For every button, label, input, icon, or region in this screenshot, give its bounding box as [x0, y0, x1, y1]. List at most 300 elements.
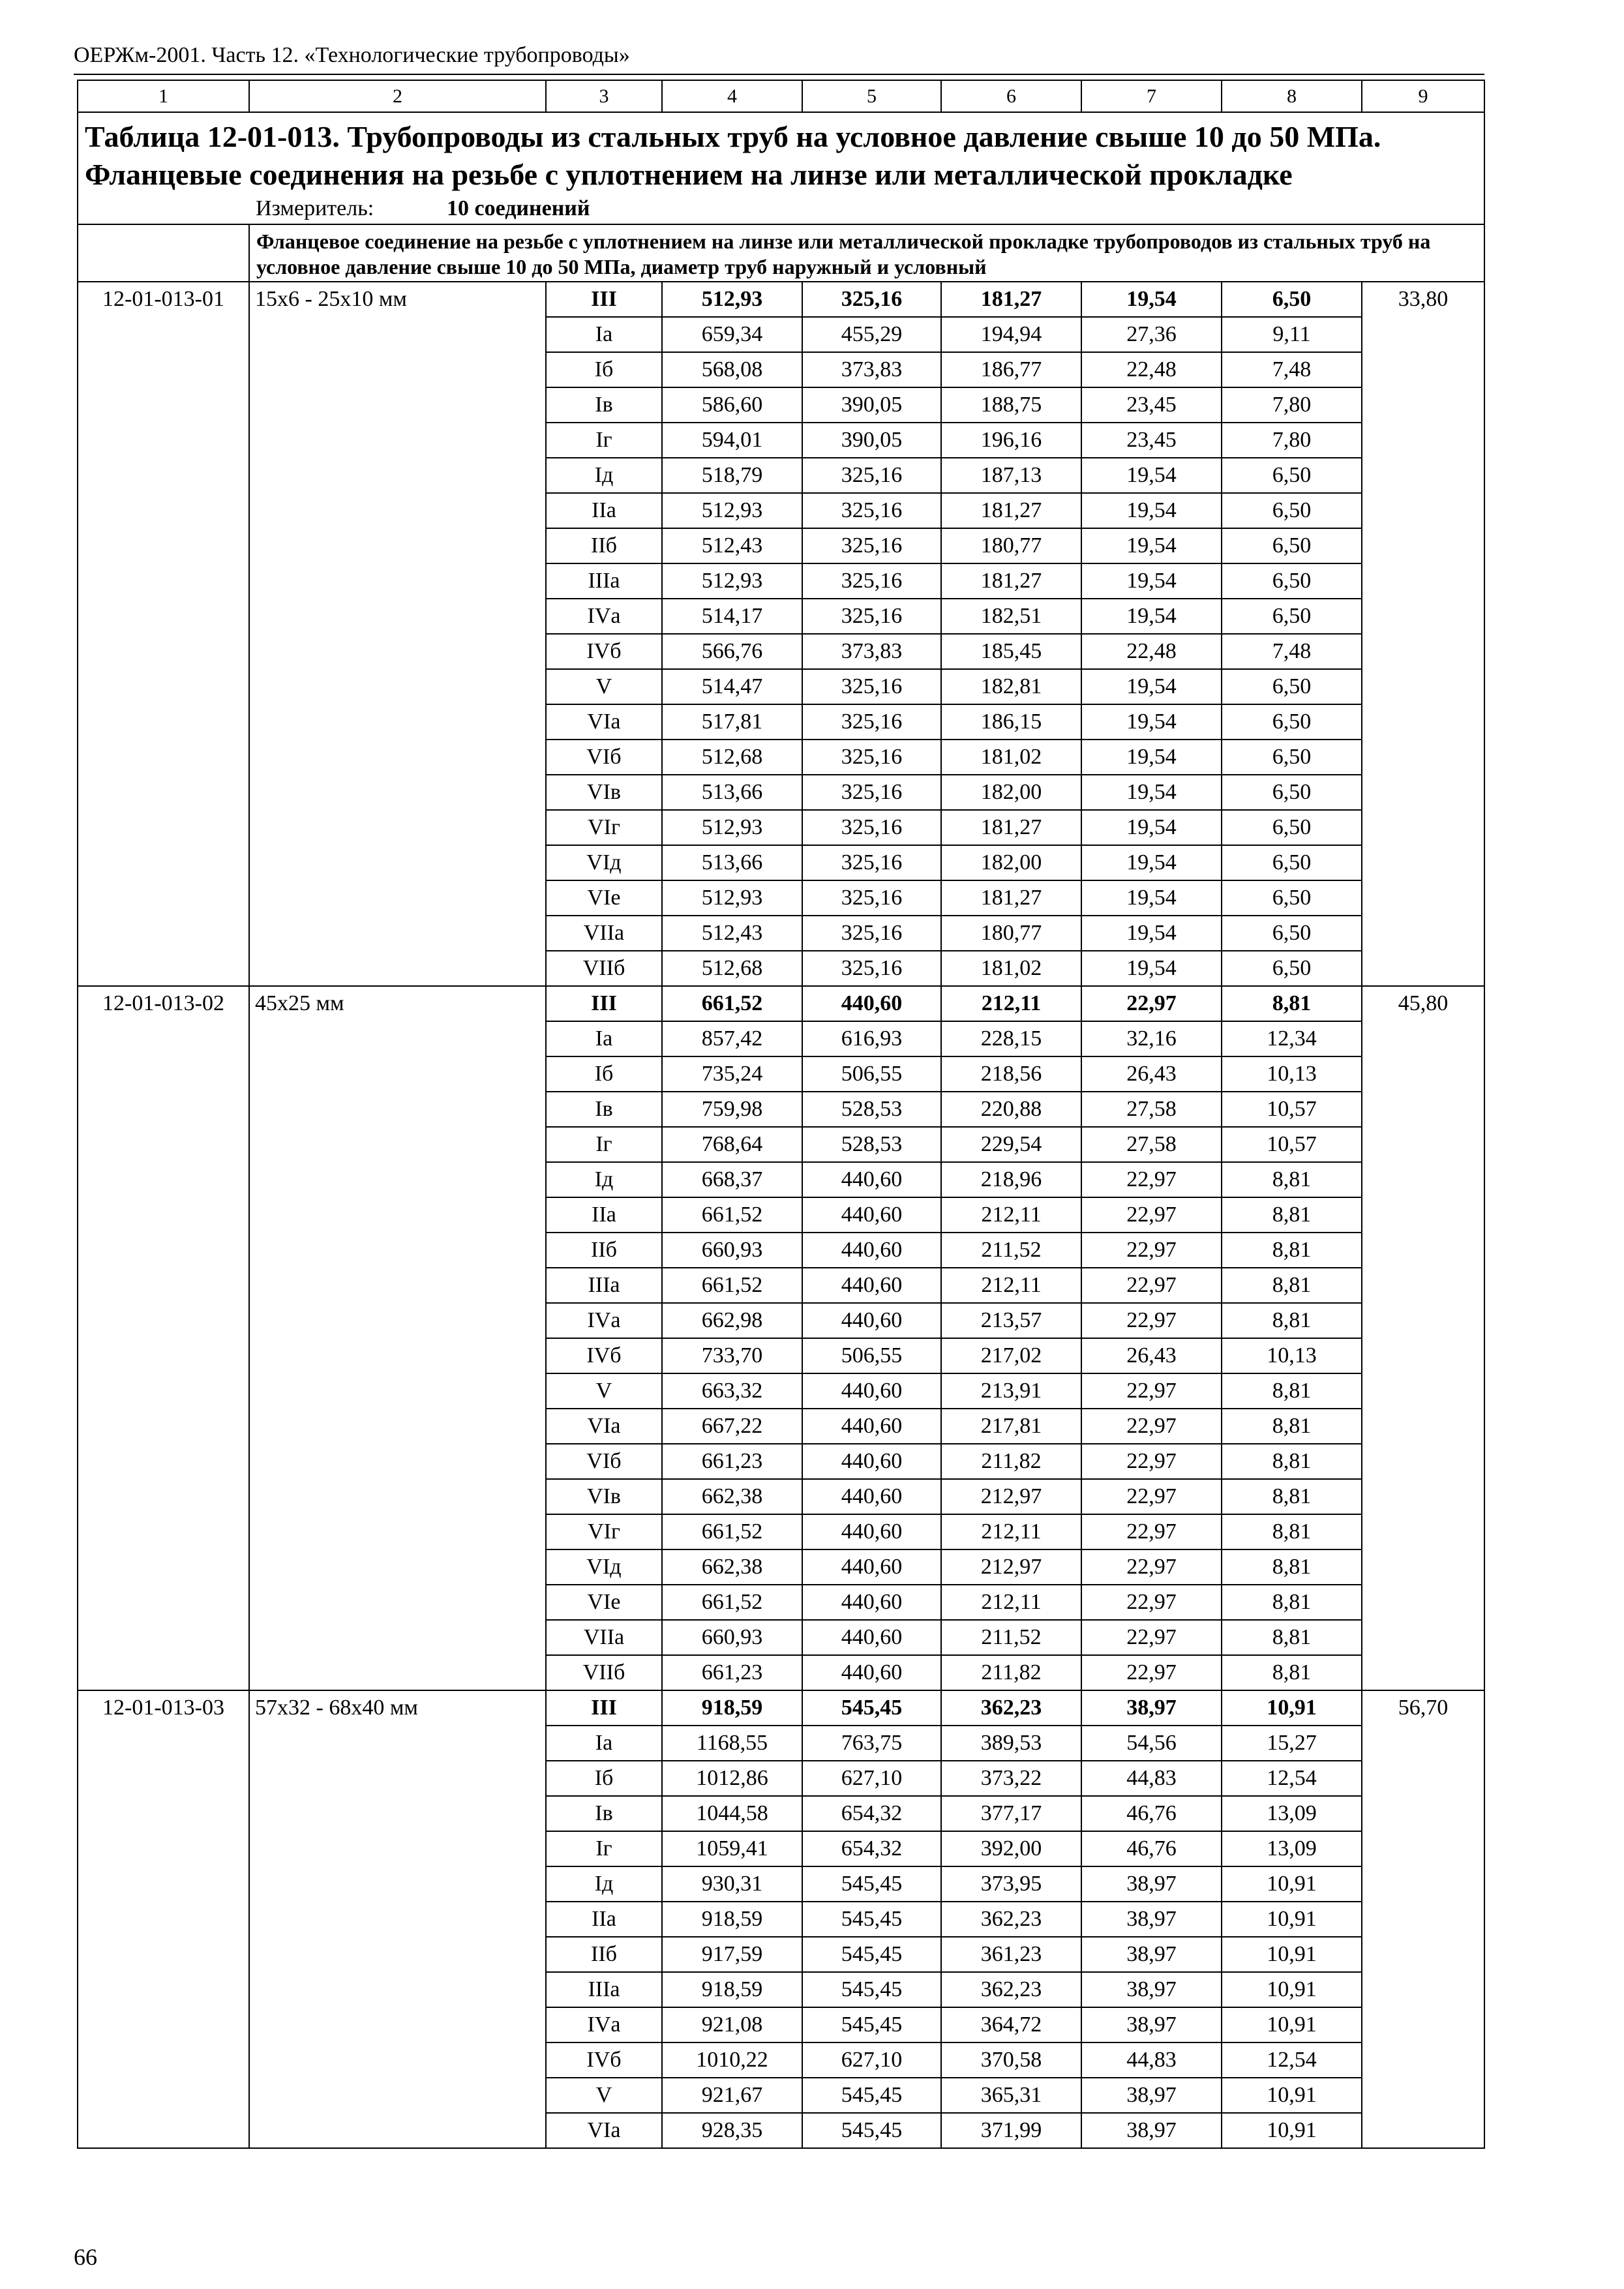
value-cell: 659,34 [662, 317, 802, 352]
value-cell: 6,50 [1222, 493, 1362, 528]
value-cell: 373,22 [941, 1761, 1081, 1796]
value-cell: 12,54 [1222, 1761, 1362, 1796]
value-cell: 586,60 [662, 387, 802, 423]
value-cell: 325,16 [802, 458, 941, 493]
value-cell: 8,81 [1222, 1479, 1362, 1514]
value-cell: 506,55 [802, 1338, 941, 1373]
section-row [78, 224, 1484, 282]
value-cell: 662,38 [662, 1479, 802, 1514]
value-cell: 19,54 [1081, 810, 1222, 845]
value-cell: 733,70 [662, 1338, 802, 1373]
value-cell: 19,54 [1081, 669, 1222, 704]
value-cell: 661,52 [662, 1197, 802, 1233]
value-cell: 512,93 [662, 493, 802, 528]
value-cell: 364,72 [941, 2007, 1081, 2042]
value-cell: 19,54 [1081, 775, 1222, 810]
value-cell: 362,23 [941, 1972, 1081, 2007]
value-cell: 212,11 [941, 1197, 1081, 1233]
value-cell: 10,57 [1222, 1127, 1362, 1162]
value-cell: 6,50 [1222, 563, 1362, 599]
measure-value: 10 соединений [447, 196, 590, 220]
zone-code-cell: VIа [546, 2113, 662, 2148]
value-cell: 10,57 [1222, 1092, 1362, 1127]
value-cell: 182,51 [941, 599, 1081, 634]
value-cell: 545,45 [802, 1972, 941, 2007]
value-cell: 38,97 [1081, 1866, 1222, 1902]
value-cell: 22,97 [1081, 1549, 1222, 1585]
value-cell: 390,05 [802, 423, 941, 458]
zone-code-cell: Iа [546, 317, 662, 352]
value-cell: 186,77 [941, 352, 1081, 387]
rate-code: 12-01-013-03 [78, 1690, 249, 2148]
value-cell: 6,50 [1222, 845, 1362, 880]
value-cell: 661,52 [662, 1268, 802, 1303]
value-cell: 10,13 [1222, 1338, 1362, 1373]
value-cell: 6,50 [1222, 704, 1362, 740]
value-cell: 32,16 [1081, 1021, 1222, 1056]
value-cell: 930,31 [662, 1866, 802, 1902]
value-cell: 8,81 [1222, 1585, 1362, 1620]
title-row [78, 112, 1484, 194]
table-row [78, 1690, 1484, 1726]
column-number: 5 [802, 80, 941, 112]
zone-code-cell: VIIа [546, 916, 662, 951]
value-cell: 6,50 [1222, 599, 1362, 634]
value-cell: 440,60 [802, 1303, 941, 1338]
zone-code-cell: Iа [546, 1726, 662, 1761]
zone-code-cell: IIIа [546, 563, 662, 599]
value-cell: 212,11 [941, 1514, 1081, 1549]
zone-code-cell: VIе [546, 880, 662, 916]
zone-code-cell: Iд [546, 1866, 662, 1902]
value-cell: 325,16 [802, 282, 941, 317]
value-cell: 6,50 [1222, 740, 1362, 775]
value-cell: 217,02 [941, 1338, 1081, 1373]
value-cell: 373,83 [802, 634, 941, 669]
value-cell: 365,31 [941, 2078, 1081, 2113]
value-cell: 921,67 [662, 2078, 802, 2113]
value-cell: 38,97 [1081, 1902, 1222, 1937]
zone-code-cell: VIб [546, 740, 662, 775]
column-number: 8 [1222, 80, 1362, 112]
value-cell: 185,45 [941, 634, 1081, 669]
value-cell: 12,54 [1222, 2042, 1362, 2078]
zone-code-cell: IIб [546, 1233, 662, 1268]
value-cell: 768,64 [662, 1127, 802, 1162]
value-cell: 528,53 [802, 1127, 941, 1162]
value-cell: 181,27 [941, 282, 1081, 317]
zone-code-cell: VIIб [546, 951, 662, 986]
value-cell: 654,32 [802, 1796, 941, 1831]
value-cell: 212,11 [941, 1268, 1081, 1303]
table-row [78, 986, 1484, 1021]
value-cell: 763,75 [802, 1726, 941, 1761]
zone-code-cell: IIа [546, 1902, 662, 1937]
column-number: 3 [546, 80, 662, 112]
zone-code-cell: Iг [546, 423, 662, 458]
value-cell: 545,45 [802, 1902, 941, 1937]
zone-code-cell: IVа [546, 2007, 662, 2042]
value-cell: 8,81 [1222, 986, 1362, 1021]
column-number: 6 [941, 80, 1081, 112]
value-cell: 8,81 [1222, 1549, 1362, 1585]
value-cell: 917,59 [662, 1937, 802, 1972]
value-cell: 10,91 [1222, 2007, 1362, 2042]
value-cell: 23,45 [1081, 387, 1222, 423]
value-cell: 19,54 [1081, 880, 1222, 916]
value-cell: 211,52 [941, 1620, 1081, 1655]
value-cell: 181,02 [941, 740, 1081, 775]
value-cell: 220,88 [941, 1092, 1081, 1127]
value-cell: 213,57 [941, 1303, 1081, 1338]
value-cell: 8,81 [1222, 1409, 1362, 1444]
zone-code-cell: Iб [546, 1761, 662, 1796]
value-cell: 212,97 [941, 1479, 1081, 1514]
value-cell: 6,50 [1222, 458, 1362, 493]
value-cell: 512,68 [662, 951, 802, 986]
value-cell: 661,52 [662, 1514, 802, 1549]
value-cell: 8,81 [1222, 1268, 1362, 1303]
value-cell: 12,34 [1222, 1021, 1362, 1056]
value-cell: 218,56 [941, 1056, 1081, 1092]
value-cell: 22,97 [1081, 1268, 1222, 1303]
header-rule [74, 74, 1484, 75]
value-cell: 38,97 [1081, 2113, 1222, 2148]
value-cell: 362,23 [941, 1690, 1081, 1726]
value-cell: 662,38 [662, 1549, 802, 1585]
zone-code-cell: III [546, 986, 662, 1021]
value-cell: 514,17 [662, 599, 802, 634]
zone-code-cell: VIа [546, 704, 662, 740]
column-number: 2 [249, 80, 546, 112]
value-cell: 6,50 [1222, 951, 1362, 986]
value-cell: 857,42 [662, 1021, 802, 1056]
value-cell: 212,97 [941, 1549, 1081, 1585]
value-cell: 6,50 [1222, 528, 1362, 563]
zone-code-cell: IIб [546, 528, 662, 563]
value-cell: 389,53 [941, 1726, 1081, 1761]
column-number: 9 [1362, 80, 1484, 112]
table-title: Таблица 12-01-013. Трубопроводы из стальных труб на условное давление свыше 10 до 50 МПа. Фланцевые соединения на резьбе с уплотнением на линзе или металлической прокладке [78, 112, 1484, 194]
column-number: 7 [1081, 80, 1222, 112]
value-cell: 8,81 [1222, 1444, 1362, 1479]
zone-code-cell: VIд [546, 1549, 662, 1585]
value-cell: 663,32 [662, 1373, 802, 1409]
value-cell: 38,97 [1081, 2007, 1222, 2042]
column-9-value: 45,80 [1362, 986, 1484, 1690]
rate-description: 57х32 - 68х40 мм [249, 1690, 546, 2148]
value-cell: 13,09 [1222, 1796, 1362, 1831]
value-cell: 594,01 [662, 423, 802, 458]
value-cell: 568,08 [662, 352, 802, 387]
value-cell: 6,50 [1222, 669, 1362, 704]
zone-code-cell: IIа [546, 1197, 662, 1233]
value-cell: 26,43 [1081, 1056, 1222, 1092]
value-cell: 616,93 [802, 1021, 941, 1056]
zone-code-cell: IIIа [546, 1268, 662, 1303]
value-cell: 545,45 [802, 2113, 941, 2148]
value-cell: 440,60 [802, 1444, 941, 1479]
value-cell: 186,15 [941, 704, 1081, 740]
value-cell: 373,95 [941, 1866, 1081, 1902]
value-cell: 513,66 [662, 845, 802, 880]
value-cell: 194,94 [941, 317, 1081, 352]
zone-code-cell: Iд [546, 1162, 662, 1197]
value-cell: 19,54 [1081, 704, 1222, 740]
value-cell: 22,97 [1081, 986, 1222, 1021]
zone-code-cell: Iв [546, 1796, 662, 1831]
value-cell: 44,83 [1081, 2042, 1222, 2078]
value-cell: 440,60 [802, 1479, 941, 1514]
measure-cell [78, 194, 1484, 224]
value-cell: 213,91 [941, 1373, 1081, 1409]
value-cell: 188,75 [941, 387, 1081, 423]
zone-code-cell: V [546, 1373, 662, 1409]
value-cell: 19,54 [1081, 845, 1222, 880]
value-cell: 228,15 [941, 1021, 1081, 1056]
zone-code-cell: IVб [546, 1338, 662, 1373]
value-cell: 27,58 [1081, 1092, 1222, 1127]
zone-code-cell: IIб [546, 1937, 662, 1972]
value-cell: 196,16 [941, 423, 1081, 458]
zone-code-cell: VIг [546, 810, 662, 845]
value-cell: 627,10 [802, 2042, 941, 2078]
value-cell: 7,48 [1222, 634, 1362, 669]
rates-table [77, 80, 1485, 2149]
value-cell: 371,99 [941, 2113, 1081, 2148]
value-cell: 545,45 [802, 1866, 941, 1902]
value-cell: 512,93 [662, 880, 802, 916]
value-cell: 10,91 [1222, 1972, 1362, 2007]
value-cell: 545,45 [802, 2078, 941, 2113]
value-cell: 181,27 [941, 810, 1081, 845]
column-number-row [78, 80, 1484, 112]
value-cell: 440,60 [802, 1585, 941, 1620]
zone-code-cell: Iа [546, 1021, 662, 1056]
value-cell: 455,29 [802, 317, 941, 352]
value-cell: 377,17 [941, 1796, 1081, 1831]
value-cell: 180,77 [941, 528, 1081, 563]
value-cell: 1010,22 [662, 2042, 802, 2078]
value-cell: 212,11 [941, 986, 1081, 1021]
value-cell: 325,16 [802, 880, 941, 916]
value-cell: 545,45 [802, 2007, 941, 2042]
value-cell: 7,80 [1222, 387, 1362, 423]
value-cell: 440,60 [802, 1197, 941, 1233]
value-cell: 22,97 [1081, 1197, 1222, 1233]
zone-code-cell: Iг [546, 1127, 662, 1162]
rate-description: 45х25 мм [249, 986, 546, 1690]
zone-code-cell: VIв [546, 775, 662, 810]
zone-code-cell: VIг [546, 1514, 662, 1549]
value-cell: 512,93 [662, 563, 802, 599]
value-cell: 22,97 [1081, 1162, 1222, 1197]
value-cell: 513,66 [662, 775, 802, 810]
value-cell: 19,54 [1081, 563, 1222, 599]
value-cell: 627,10 [802, 1761, 941, 1796]
zone-code-cell: IVб [546, 2042, 662, 2078]
value-cell: 325,16 [802, 599, 941, 634]
value-cell: 22,97 [1081, 1620, 1222, 1655]
value-cell: 22,97 [1081, 1479, 1222, 1514]
value-cell: 22,97 [1081, 1655, 1222, 1690]
zone-code-cell: III [546, 1690, 662, 1726]
value-cell: 373,83 [802, 352, 941, 387]
column-number: 4 [662, 80, 802, 112]
value-cell: 10,13 [1222, 1056, 1362, 1092]
value-cell: 390,05 [802, 387, 941, 423]
value-cell: 22,97 [1081, 1514, 1222, 1549]
value-cell: 181,27 [941, 880, 1081, 916]
value-cell: 22,97 [1081, 1233, 1222, 1268]
value-cell: 46,76 [1081, 1796, 1222, 1831]
zone-code-cell: IIа [546, 493, 662, 528]
value-cell: 440,60 [802, 1514, 941, 1549]
value-cell: 8,81 [1222, 1162, 1362, 1197]
zone-code-cell: Iв [546, 1092, 662, 1127]
value-cell: 22,97 [1081, 1444, 1222, 1479]
value-cell: 22,48 [1081, 352, 1222, 387]
value-cell: 181,27 [941, 563, 1081, 599]
value-cell: 217,81 [941, 1409, 1081, 1444]
value-cell: 440,60 [802, 986, 941, 1021]
value-cell: 211,82 [941, 1444, 1081, 1479]
column-9-value: 56,70 [1362, 1690, 1484, 2148]
running-header: ОЕРЖм-2001. Часть 12. «Технологические трубопроводы» [74, 43, 630, 67]
value-cell: 38,97 [1081, 1972, 1222, 2007]
value-cell: 27,58 [1081, 1127, 1222, 1162]
value-cell: 325,16 [802, 528, 941, 563]
value-cell: 22,48 [1081, 634, 1222, 669]
value-cell: 19,54 [1081, 916, 1222, 951]
value-cell: 6,50 [1222, 282, 1362, 317]
rate-description: 15х6 - 25х10 мм [249, 282, 546, 986]
value-cell: 1168,55 [662, 1726, 802, 1761]
value-cell: 325,16 [802, 951, 941, 986]
value-cell: 8,81 [1222, 1373, 1362, 1409]
value-cell: 370,58 [941, 2042, 1081, 2078]
zone-code-cell: VIд [546, 845, 662, 880]
value-cell: 19,54 [1081, 740, 1222, 775]
value-cell: 8,81 [1222, 1303, 1362, 1338]
value-cell: 182,81 [941, 669, 1081, 704]
value-cell: 10,91 [1222, 1866, 1362, 1902]
value-cell: 211,82 [941, 1655, 1081, 1690]
value-cell: 212,11 [941, 1585, 1081, 1620]
column-9-value: 33,80 [1362, 282, 1484, 986]
value-cell: 7,80 [1222, 423, 1362, 458]
value-cell: 38,97 [1081, 2078, 1222, 2113]
value-cell: 325,16 [802, 916, 941, 951]
value-cell: 181,27 [941, 493, 1081, 528]
value-cell: 15,27 [1222, 1726, 1362, 1761]
value-cell: 735,24 [662, 1056, 802, 1092]
value-cell: 654,32 [802, 1831, 941, 1866]
value-cell: 182,00 [941, 775, 1081, 810]
value-cell: 10,91 [1222, 2078, 1362, 2113]
zone-code-cell: Iб [546, 352, 662, 387]
value-cell: 325,16 [802, 704, 941, 740]
value-cell: 10,91 [1222, 1937, 1362, 1972]
value-cell: 566,76 [662, 634, 802, 669]
value-cell: 8,81 [1222, 1197, 1362, 1233]
value-cell: 211,52 [941, 1233, 1081, 1268]
zone-code-cell: VIв [546, 1479, 662, 1514]
zone-code-cell: VIб [546, 1444, 662, 1479]
value-cell: 661,52 [662, 1585, 802, 1620]
value-cell: 10,91 [1222, 1902, 1362, 1937]
value-cell: 19,54 [1081, 599, 1222, 634]
value-cell: 668,37 [662, 1162, 802, 1197]
value-cell: 517,81 [662, 704, 802, 740]
value-cell: 8,81 [1222, 1233, 1362, 1268]
value-cell: 440,60 [802, 1268, 941, 1303]
zone-code-cell: Iг [546, 1831, 662, 1866]
value-cell: 512,68 [662, 740, 802, 775]
value-cell: 662,98 [662, 1303, 802, 1338]
zone-code-cell: VIа [546, 1409, 662, 1444]
value-cell: 667,22 [662, 1409, 802, 1444]
value-cell: 26,43 [1081, 1338, 1222, 1373]
measure-label: Измеритель: [256, 196, 374, 220]
value-cell: 512,43 [662, 528, 802, 563]
value-cell: 325,16 [802, 810, 941, 845]
value-cell: 10,91 [1222, 2113, 1362, 2148]
value-cell: 528,53 [802, 1092, 941, 1127]
zone-code-cell: V [546, 669, 662, 704]
value-cell: 6,50 [1222, 916, 1362, 951]
zone-code-cell: Iб [546, 1056, 662, 1092]
value-cell: 362,23 [941, 1902, 1081, 1937]
value-cell: 661,23 [662, 1444, 802, 1479]
value-cell: 218,96 [941, 1162, 1081, 1197]
value-cell: 506,55 [802, 1056, 941, 1092]
value-cell: 9,11 [1222, 317, 1362, 352]
zone-code-cell: VIе [546, 1585, 662, 1620]
zone-code-cell: IVа [546, 1303, 662, 1338]
value-cell: 514,47 [662, 669, 802, 704]
value-cell: 182,00 [941, 845, 1081, 880]
value-cell: 440,60 [802, 1620, 941, 1655]
value-cell: 325,16 [802, 669, 941, 704]
rate-code: 12-01-013-02 [78, 986, 249, 1690]
value-cell: 660,93 [662, 1233, 802, 1268]
value-cell: 361,23 [941, 1937, 1081, 1972]
value-cell: 325,16 [802, 845, 941, 880]
rate-code: 12-01-013-01 [78, 282, 249, 986]
value-cell: 440,60 [802, 1373, 941, 1409]
value-cell: 38,97 [1081, 1690, 1222, 1726]
value-cell: 8,81 [1222, 1655, 1362, 1690]
value-cell: 918,59 [662, 1902, 802, 1937]
value-cell: 440,60 [802, 1162, 941, 1197]
value-cell: 928,35 [662, 2113, 802, 2148]
value-cell: 27,36 [1081, 317, 1222, 352]
section-description: Фланцевое соединение на резьбе с уплотнением на линзе или металлической прокладке трубопроводов из стальных труб на условное давление свыше 10 до 50 МПа, диаметр труб наружный и условный [249, 224, 1484, 282]
column-number: 1 [78, 80, 249, 112]
value-cell: 54,56 [1081, 1726, 1222, 1761]
value-cell: 229,54 [941, 1127, 1081, 1162]
value-cell: 44,83 [1081, 1761, 1222, 1796]
value-cell: 19,54 [1081, 528, 1222, 563]
value-cell: 921,08 [662, 2007, 802, 2042]
value-cell: 19,54 [1081, 282, 1222, 317]
value-cell: 23,45 [1081, 423, 1222, 458]
zone-code-cell: VIIа [546, 1620, 662, 1655]
value-cell: 325,16 [802, 563, 941, 599]
value-cell: 22,97 [1081, 1373, 1222, 1409]
value-cell: 8,81 [1222, 1514, 1362, 1549]
